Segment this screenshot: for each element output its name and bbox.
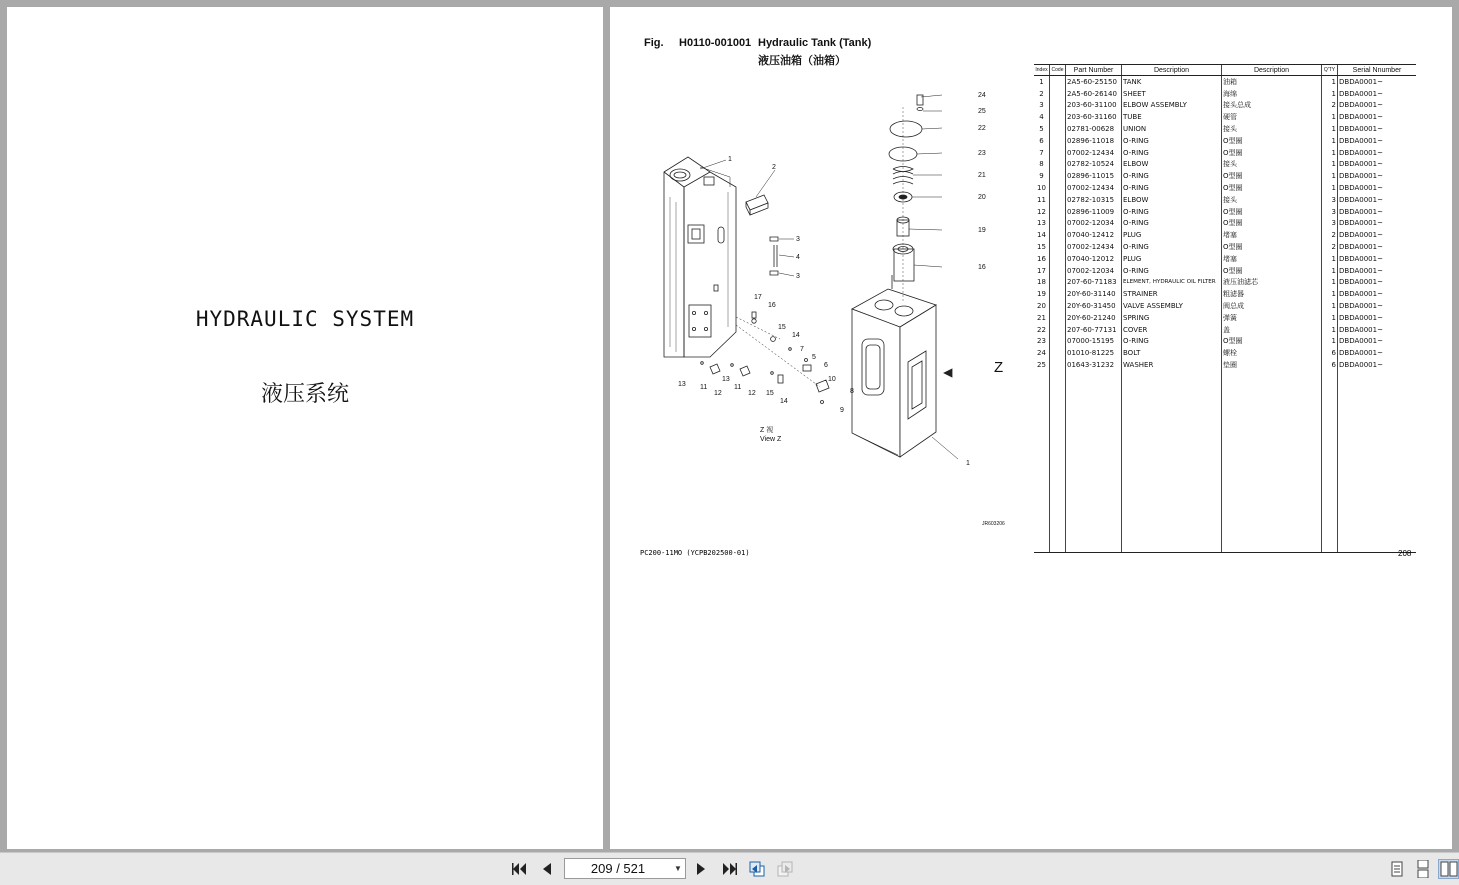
row-code	[1050, 336, 1066, 348]
col-index: Index	[1034, 65, 1050, 76]
row-description-en: SPRING	[1122, 312, 1222, 324]
row-serial: DBDA0001~	[1338, 88, 1417, 100]
previous-page-button[interactable]	[536, 859, 558, 879]
col-serial-number: Serial Nnumber	[1338, 65, 1417, 76]
row-qty: 1	[1322, 336, 1338, 348]
row-description-en: O-RING	[1122, 265, 1222, 277]
row-description-cn: O型圈	[1222, 170, 1322, 182]
row-serial: DBDA0001~	[1338, 277, 1417, 289]
table-row	[1034, 159, 1416, 171]
row-qty: 1	[1322, 312, 1338, 324]
svg-text:8: 8	[850, 388, 854, 395]
row-code	[1050, 159, 1066, 171]
row-code	[1050, 100, 1066, 112]
two-page-view-button[interactable]	[1438, 859, 1459, 879]
svg-text:3: 3	[796, 273, 800, 280]
row-description-en: ELBOW	[1122, 194, 1222, 206]
svg-text:23: 23	[978, 150, 986, 157]
table-row	[1034, 123, 1416, 135]
row-index: 18	[1037, 278, 1046, 287]
row-index: 6	[1039, 136, 1044, 145]
row-serial: DBDA0001~	[1338, 324, 1417, 336]
section-title: HYDRAULIC SYSTEM	[195, 307, 415, 331]
svg-text:19: 19	[978, 227, 986, 234]
row-serial: DBDA0001~	[1338, 182, 1417, 194]
table-row	[1034, 277, 1416, 289]
row-description-cn: 接头	[1222, 123, 1322, 135]
row-serial: DBDA0001~	[1338, 76, 1417, 88]
row-code	[1050, 123, 1066, 135]
row-qty: 6	[1322, 359, 1338, 371]
view-label-cn: Z 视	[760, 427, 774, 434]
svg-text:24: 24	[978, 92, 986, 99]
section-title-cn: 液压系统	[260, 382, 349, 407]
svg-text:14: 14	[792, 332, 800, 339]
svg-text:14: 14	[780, 398, 788, 405]
row-description-cn: 堵塞	[1222, 253, 1322, 265]
row-description-cn: O型圈	[1222, 147, 1322, 159]
row-index: 19	[1037, 290, 1046, 299]
row-serial: DBDA0001~	[1338, 229, 1417, 241]
row-part-number: 01643-31232	[1066, 359, 1122, 371]
row-qty: 1	[1322, 277, 1338, 289]
row-part-number: 07002-12034	[1066, 265, 1122, 277]
empty-cell	[1222, 371, 1322, 553]
row-description-cn: 接头总成	[1222, 100, 1322, 112]
row-part-number: 20Y-60-31450	[1066, 300, 1122, 312]
row-description-cn: 硬管	[1222, 111, 1322, 123]
parts-table-body	[1034, 76, 1416, 553]
exploded-parts-drawing	[640, 77, 1010, 527]
row-serial: DBDA0001~	[1338, 359, 1417, 371]
row-index: 16	[1037, 254, 1046, 263]
last-page-button[interactable]	[718, 859, 740, 879]
row-qty: 1	[1322, 182, 1338, 194]
previous-page-icon	[541, 862, 553, 876]
continuous-pages-icon	[1416, 860, 1430, 878]
row-serial: DBDA0001~	[1338, 312, 1417, 324]
row-description-en: VALVE ASSEMBLY	[1122, 300, 1222, 312]
row-index: 25	[1037, 361, 1046, 370]
row-code	[1050, 288, 1066, 300]
row-serial: DBDA0001~	[1338, 300, 1417, 312]
svg-text:13: 13	[722, 376, 730, 383]
table-row	[1034, 300, 1416, 312]
row-qty: 1	[1322, 324, 1338, 336]
row-qty: 3	[1322, 206, 1338, 218]
row-part-number: 07002-12434	[1066, 182, 1122, 194]
svg-text:2: 2	[772, 164, 776, 171]
go-forward-icon	[776, 860, 794, 878]
empty-cell	[1338, 371, 1417, 553]
row-part-number: 02896-11009	[1066, 206, 1122, 218]
row-qty: 3	[1322, 194, 1338, 206]
empty-cell	[1066, 371, 1122, 553]
row-code	[1050, 218, 1066, 230]
row-description-en: O-RING	[1122, 336, 1222, 348]
row-description-cn: O型圈	[1222, 265, 1322, 277]
row-qty: 2	[1322, 100, 1338, 112]
parts-table-header	[1034, 65, 1416, 76]
row-part-number: 203-60-31100	[1066, 100, 1122, 112]
row-index: 11	[1037, 195, 1046, 204]
row-part-number: 2A5-60-25150	[1066, 76, 1122, 88]
row-description-cn: 油箱	[1222, 76, 1322, 88]
z-arrow-label: Z	[994, 359, 1004, 376]
empty-cell	[1034, 371, 1050, 553]
svg-text:15: 15	[766, 390, 774, 397]
row-description-en: ELBOW ASSEMBLY	[1122, 100, 1222, 112]
row-description-en: STRAINER	[1122, 288, 1222, 300]
row-part-number: 07002-12434	[1066, 241, 1122, 253]
row-description-cn: 接头	[1222, 194, 1322, 206]
table-row	[1034, 312, 1416, 324]
row-index: 15	[1037, 243, 1046, 252]
col-code: Code	[1050, 65, 1066, 76]
row-serial: DBDA0001~	[1338, 253, 1417, 265]
row-description-en: O-RING	[1122, 182, 1222, 194]
row-code	[1050, 182, 1066, 194]
empty-cell	[1050, 371, 1066, 553]
svg-text:21: 21	[978, 172, 986, 179]
row-serial: DBDA0001~	[1338, 170, 1417, 182]
svg-text:25: 25	[978, 108, 986, 115]
row-index: 9	[1039, 172, 1044, 181]
row-index: 24	[1037, 349, 1046, 358]
table-row	[1034, 111, 1416, 123]
view-label: View Z	[760, 436, 782, 443]
row-code	[1050, 265, 1066, 277]
row-part-number: 207-60-77131	[1066, 324, 1122, 336]
row-index: 22	[1037, 325, 1046, 334]
row-description-en: COVER	[1122, 324, 1222, 336]
row-qty: 1	[1322, 300, 1338, 312]
row-code	[1050, 111, 1066, 123]
svg-text:10: 10	[828, 376, 836, 383]
row-serial: DBDA0001~	[1338, 265, 1417, 277]
row-description-en: UNION	[1122, 123, 1222, 135]
two-page-icon	[1440, 861, 1458, 877]
svg-text:11: 11	[700, 384, 708, 391]
table-row	[1034, 229, 1416, 241]
row-description-cn: 液压油滤芯	[1222, 277, 1322, 289]
row-serial: DBDA0001~	[1338, 111, 1417, 123]
row-description-cn: O型圈	[1222, 135, 1322, 147]
empty-cell	[1122, 371, 1222, 553]
table-row	[1034, 182, 1416, 194]
row-serial: DBDA0001~	[1338, 123, 1417, 135]
row-serial: DBDA0001~	[1338, 159, 1417, 171]
svg-text:11: 11	[734, 384, 742, 391]
table-row	[1034, 206, 1416, 218]
row-index: 1	[1039, 77, 1044, 86]
row-serial: DBDA0001~	[1338, 206, 1417, 218]
row-part-number: 02782-10315	[1066, 194, 1122, 206]
row-qty: 1	[1322, 288, 1338, 300]
row-description-cn: 弹簧	[1222, 312, 1322, 324]
svg-text:5: 5	[812, 354, 816, 361]
table-row	[1034, 241, 1416, 253]
svg-text:1: 1	[966, 460, 970, 467]
row-qty: 6	[1322, 347, 1338, 359]
svg-text:7: 7	[800, 346, 804, 353]
row-part-number: 07040-12412	[1066, 229, 1122, 241]
row-code	[1050, 312, 1066, 324]
table-row	[1034, 88, 1416, 100]
row-part-number: 01010-81225	[1066, 347, 1122, 359]
page-number-value[interactable]: 209 / 521	[590, 861, 646, 876]
svg-text:22: 22	[978, 125, 986, 132]
row-qty: 1	[1322, 170, 1338, 182]
fig-title: Hydraulic Tank (Tank)	[758, 37, 872, 49]
row-index: 13	[1037, 219, 1046, 228]
single-page-icon	[1390, 861, 1404, 877]
row-index: 4	[1039, 113, 1044, 122]
model-footer: PC200-11MO (YCPB202500-01)	[640, 549, 750, 557]
row-part-number: 2A5-60-26140	[1066, 88, 1122, 100]
row-serial: DBDA0001~	[1338, 194, 1417, 206]
svg-text:17: 17	[754, 294, 762, 301]
row-description-en: O-RING	[1122, 206, 1222, 218]
empty-cell	[1322, 371, 1338, 553]
svg-text:3: 3	[796, 236, 800, 243]
row-qty: 2	[1322, 241, 1338, 253]
row-index: 10	[1037, 184, 1046, 193]
row-description-en: TUBE	[1122, 111, 1222, 123]
table-row	[1034, 359, 1416, 371]
go-forward-button[interactable]	[774, 859, 796, 879]
row-serial: DBDA0001~	[1338, 336, 1417, 348]
row-serial: DBDA0001~	[1338, 218, 1417, 230]
row-description-en: O-RING	[1122, 147, 1222, 159]
table-row	[1034, 347, 1416, 359]
row-index: 3	[1039, 101, 1044, 110]
row-code	[1050, 194, 1066, 206]
row-description-cn: 阀总成	[1222, 300, 1322, 312]
row-index: 5	[1039, 125, 1044, 134]
row-description-cn: O型圈	[1222, 241, 1322, 253]
row-code	[1050, 88, 1066, 100]
drawing-code: JR603206	[982, 521, 1005, 527]
row-description-cn: 接头	[1222, 159, 1322, 171]
row-index: 14	[1037, 231, 1046, 240]
row-index: 12	[1037, 207, 1046, 216]
row-description-en: O-RING	[1122, 135, 1222, 147]
table-row	[1034, 100, 1416, 112]
row-qty: 1	[1322, 88, 1338, 100]
tank-side-view	[664, 157, 736, 357]
row-code	[1050, 300, 1066, 312]
table-row	[1034, 135, 1416, 147]
sheet-part	[746, 195, 768, 215]
row-description-en: PLUG	[1122, 253, 1222, 265]
row-description-en: TANK	[1122, 76, 1222, 88]
row-qty: 1	[1322, 111, 1338, 123]
svg-text:6: 6	[824, 362, 828, 369]
row-code	[1050, 347, 1066, 359]
col-description-en: Description	[1122, 65, 1222, 76]
row-serial: DBDA0001~	[1338, 135, 1417, 147]
table-row	[1034, 147, 1416, 159]
filter-stack	[889, 95, 923, 302]
row-description-en: SHEET	[1122, 88, 1222, 100]
row-code	[1050, 253, 1066, 265]
row-index: 8	[1039, 160, 1044, 169]
row-qty: 1	[1322, 159, 1338, 171]
row-description-cn: O型圈	[1222, 336, 1322, 348]
table-row	[1034, 253, 1416, 265]
right-page	[610, 7, 1452, 849]
row-qty: 2	[1322, 229, 1338, 241]
row-part-number: 07000-15195	[1066, 336, 1122, 348]
row-qty: 1	[1322, 147, 1338, 159]
row-serial: DBDA0001~	[1338, 100, 1417, 112]
parts-list-table	[1034, 64, 1416, 553]
row-serial: DBDA0001~	[1338, 147, 1417, 159]
table-row	[1034, 170, 1416, 182]
row-part-number: 20Y-60-21240	[1066, 312, 1122, 324]
page-number-footer: 208	[1398, 549, 1412, 558]
chevron-down-icon[interactable]: ▼	[674, 864, 682, 873]
row-description-cn: 海绵	[1222, 88, 1322, 100]
tank-perspective-view	[852, 275, 952, 457]
row-description-en: PLUG	[1122, 229, 1222, 241]
row-part-number: 07002-12034	[1066, 218, 1122, 230]
svg-text:12: 12	[748, 390, 756, 397]
row-description-cn: 堵塞	[1222, 229, 1322, 241]
row-qty: 1	[1322, 76, 1338, 88]
next-page-button[interactable]	[690, 859, 712, 879]
row-part-number: 07002-12434	[1066, 147, 1122, 159]
row-serial: DBDA0001~	[1338, 241, 1417, 253]
svg-text:15: 15	[778, 324, 786, 331]
row-part-number: 207-60-71183	[1066, 277, 1122, 289]
row-qty: 1	[1322, 253, 1338, 265]
row-description-en: WASHER	[1122, 359, 1222, 371]
svg-text:12: 12	[714, 390, 722, 397]
col-description-cn: Description	[1222, 65, 1322, 76]
row-index: 17	[1037, 266, 1046, 275]
page-number-field[interactable]	[564, 858, 686, 879]
fig-title-cn: 液压油箱（油箱）	[758, 54, 846, 67]
left-page	[7, 7, 603, 849]
row-index: 2	[1039, 89, 1044, 98]
row-code	[1050, 170, 1066, 182]
col-part-number: Part Number	[1066, 65, 1122, 76]
svg-text:20: 20	[978, 194, 986, 201]
row-description-cn: 粗滤器	[1222, 288, 1322, 300]
go-back-button[interactable]	[746, 859, 768, 879]
first-page-button[interactable]	[509, 859, 531, 879]
table-row	[1034, 194, 1416, 206]
row-code	[1050, 206, 1066, 218]
row-code	[1050, 76, 1066, 88]
table-row	[1034, 76, 1416, 88]
row-description-cn: O型圈	[1222, 218, 1322, 230]
row-description-cn: 垫圈	[1222, 359, 1322, 371]
last-page-icon	[721, 862, 737, 876]
svg-text:16: 16	[978, 264, 986, 271]
row-index: 7	[1039, 148, 1044, 157]
next-page-icon	[695, 862, 707, 876]
row-qty: 1	[1322, 123, 1338, 135]
row-code	[1050, 324, 1066, 336]
row-code	[1050, 135, 1066, 147]
row-part-number: 02782-10524	[1066, 159, 1122, 171]
svg-text:13: 13	[678, 381, 686, 388]
svg-text:1: 1	[728, 156, 732, 163]
row-description-cn: 盖	[1222, 324, 1322, 336]
row-part-number: 02781-00628	[1066, 123, 1122, 135]
row-part-number: 02896-11015	[1066, 170, 1122, 182]
row-description-cn: 螺栓	[1222, 347, 1322, 359]
row-code	[1050, 277, 1066, 289]
fig-number: H0110-001001	[679, 37, 752, 49]
table-row	[1034, 265, 1416, 277]
row-part-number: 20Y-60-31140	[1066, 288, 1122, 300]
row-code	[1050, 241, 1066, 253]
row-index: 23	[1037, 337, 1046, 346]
table-row	[1034, 218, 1416, 230]
row-qty: 1	[1322, 265, 1338, 277]
row-part-number: 02896-11018	[1066, 135, 1122, 147]
fig-label: Fig.	[644, 37, 664, 49]
continuous-view-button[interactable]	[1412, 859, 1434, 879]
row-index: 21	[1037, 313, 1046, 322]
row-qty: 3	[1322, 218, 1338, 230]
row-part-number: 07040-12012	[1066, 253, 1122, 265]
row-description-en: O-RING	[1122, 218, 1222, 230]
row-serial: DBDA0001~	[1338, 347, 1417, 359]
row-serial: DBDA0001~	[1338, 288, 1417, 300]
row-description-en: ELEMENT, HYDRAULIC OIL FILTER	[1122, 277, 1222, 289]
svg-text:16: 16	[768, 302, 776, 309]
row-description-cn: O型圈	[1222, 206, 1322, 218]
row-description-en: ELBOW	[1122, 159, 1222, 171]
row-description-en: BOLT	[1122, 347, 1222, 359]
row-description-en: O-RING	[1122, 170, 1222, 182]
row-description-en: O-RING	[1122, 241, 1222, 253]
row-code	[1050, 147, 1066, 159]
table-row	[1034, 336, 1416, 348]
navigation-toolbar	[0, 852, 1459, 885]
single-page-view-button[interactable]	[1386, 859, 1408, 879]
row-qty: 1	[1322, 135, 1338, 147]
table-row	[1034, 288, 1416, 300]
row-part-number: 203-60-31160	[1066, 111, 1122, 123]
svg-text:9: 9	[840, 407, 844, 414]
table-row	[1034, 324, 1416, 336]
row-code	[1050, 359, 1066, 371]
go-back-icon	[748, 860, 766, 878]
row-description-cn: O型圈	[1222, 182, 1322, 194]
row-code	[1050, 229, 1066, 241]
row-index: 20	[1037, 302, 1046, 311]
svg-text:4: 4	[796, 254, 800, 261]
table-filler-row	[1034, 371, 1416, 553]
col-qty: Q'TY	[1322, 65, 1338, 76]
first-page-icon	[512, 862, 528, 876]
